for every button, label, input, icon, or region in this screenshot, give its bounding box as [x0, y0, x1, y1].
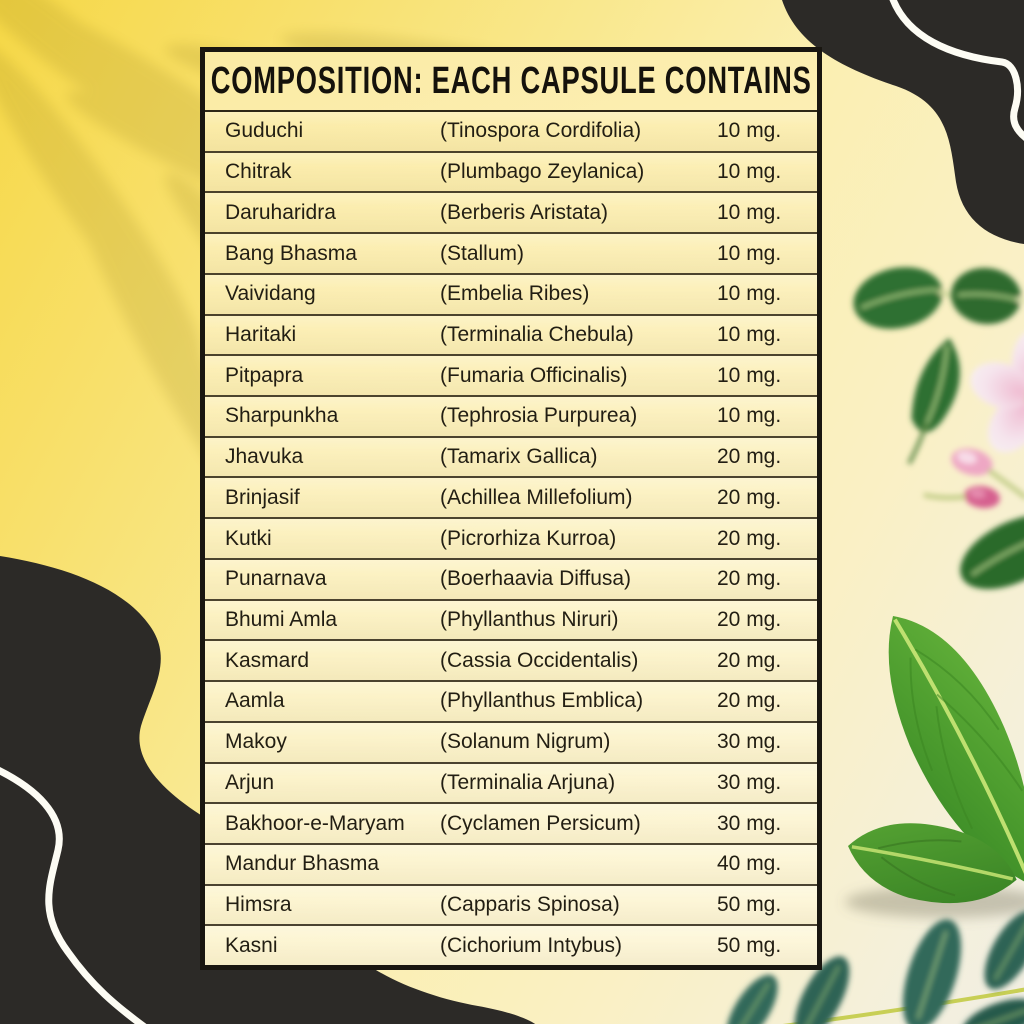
ingredient-row: [205, 558, 817, 599]
ingredient-row: [205, 436, 817, 477]
ingredient-latin-name: (Cassia Occidentalis): [440, 648, 639, 672]
ingredient-amount: 20 mg.: [717, 526, 782, 550]
ingredient-name: Jhavuka: [225, 445, 304, 469]
ingredient-amount: 20 mg.: [717, 485, 782, 509]
ingredient-latin-name: (Boerhaavia Diffusa): [440, 567, 632, 591]
ingredient-amount: 10 mg.: [717, 160, 782, 184]
ingredient-name: Mandur Bhasma: [225, 852, 380, 876]
ingredient-amount: 10 mg.: [717, 404, 782, 428]
ingredient-latin-name: (Embelia Ribes): [440, 282, 590, 306]
ingredient-amount: 40 mg.: [717, 852, 782, 876]
ingredient-name: Makoy: [225, 730, 287, 754]
ingredient-amount: 10 mg.: [717, 200, 782, 224]
ingredient-name: Punarnava: [225, 567, 327, 591]
ingredient-amount: 30 mg.: [717, 811, 782, 835]
ingredient-row: [205, 273, 817, 314]
ingredient-amount: 10 mg.: [717, 363, 782, 387]
ingredient-amount: 20 mg.: [717, 607, 782, 631]
ingredient-row: [205, 924, 817, 965]
ingredient-latin-name: (Terminalia Arjuna): [440, 770, 616, 794]
ingredient-name: Bang Bhasma: [225, 241, 357, 265]
ingredient-latin-name: (Tinospora Cordifolia): [440, 119, 642, 143]
ingredient-name: Guduchi: [225, 119, 304, 143]
ingredient-row: [205, 680, 817, 721]
ingredient-latin-name: (Phyllanthus Niruri): [440, 607, 619, 631]
ingredient-row: [205, 151, 817, 192]
ingredient-name: Chitrak: [225, 160, 292, 184]
ingredient-name: Kasni: [225, 933, 278, 957]
composition-rows: [205, 112, 817, 965]
ingredient-row: [205, 721, 817, 762]
ingredient-row: [205, 843, 817, 884]
ingredient-row: [205, 639, 817, 680]
ingredient-latin-name: (Phyllanthus Emblica): [440, 689, 644, 713]
ingredient-amount: 10 mg.: [717, 119, 782, 143]
ingredient-name: Kutki: [225, 526, 272, 550]
ingredient-latin-name: (Stallum): [440, 241, 525, 265]
ingredient-name: Kasmard: [225, 648, 310, 672]
ingredient-latin-name: (Solanum Nigrum): [440, 730, 611, 754]
ingredient-name: Aamla: [225, 689, 285, 713]
ingredient-row: [205, 476, 817, 517]
ingredient-latin-name: (Tamarix Gallica): [440, 445, 598, 469]
ingredient-row: [205, 395, 817, 436]
ingredient-name: Bhumi Amla: [225, 607, 338, 631]
ingredient-name: Brinjasif: [225, 485, 300, 509]
ingredient-latin-name: (Berberis Aristata): [440, 200, 609, 224]
ingredient-row: [205, 112, 817, 151]
ingredient-amount: 10 mg.: [717, 322, 782, 346]
ingredient-row: [205, 191, 817, 232]
ingredient-amount: 50 mg.: [717, 933, 782, 957]
composition-title: [205, 52, 817, 112]
ingredient-amount: 10 mg.: [717, 282, 782, 306]
ingredient-row: [205, 802, 817, 843]
ingredient-row: [205, 762, 817, 803]
ingredient-latin-name: (Capparis Spinosa): [440, 893, 620, 917]
ingredient-row: [205, 314, 817, 355]
ingredient-latin-name: (Terminalia Chebula): [440, 322, 634, 346]
ingredient-latin-name: (Fumaria Officinalis): [440, 363, 628, 387]
ingredient-latin-name: (Cichorium Intybus): [440, 933, 623, 957]
edge-leaf: [949, 500, 1024, 605]
ingredient-row: [205, 354, 817, 395]
ingredient-name: Sharpunkha: [225, 404, 339, 428]
ingredient-latin-name: (Plumbago Zeylanica): [440, 160, 645, 184]
ingredient-row: [205, 517, 817, 558]
flower-bud-dark: [923, 478, 1001, 510]
ingredient-amount: 30 mg.: [717, 730, 782, 754]
ingredient-name: Bakhoor-e-Maryam: [225, 811, 405, 835]
ingredient-row: [205, 599, 817, 640]
ingredient-name: Daruharidra: [225, 200, 336, 224]
ingredient-name: Vaividang: [225, 282, 316, 306]
composition-title-text: COMPOSITION: EACH CAPSULE CONTAINS: [210, 59, 812, 102]
ingredient-name: Arjun: [225, 770, 275, 794]
ingredient-latin-name: (Cyclamen Persicum): [440, 811, 641, 835]
ingredient-amount: 20 mg.: [717, 689, 782, 713]
ingredient-row: [205, 884, 817, 925]
ingredient-amount: 10 mg.: [717, 241, 782, 265]
ingredient-name: Himsra: [225, 893, 292, 917]
ingredient-amount: 20 mg.: [717, 648, 782, 672]
apple-blossom-flower: [964, 330, 1024, 462]
composition-table: [200, 47, 822, 970]
ingredient-name: Haritaki: [225, 322, 297, 346]
ingredient-amount: 30 mg.: [717, 770, 782, 794]
round-leaf-2: [948, 264, 1024, 330]
ingredient-name: Pitpapra: [225, 363, 304, 387]
ingredient-amount: 50 mg.: [717, 893, 782, 917]
ingredient-amount: 20 mg.: [717, 445, 782, 469]
ingredient-row: [205, 232, 817, 273]
ingredient-latin-name: (Picrorhiza Kurroa): [440, 526, 617, 550]
ingredient-latin-name: (Tephrosia Purpurea): [440, 404, 638, 428]
ingredient-latin-name: (Achillea Millefolium): [440, 485, 633, 509]
ingredient-amount: 20 mg.: [717, 567, 782, 591]
